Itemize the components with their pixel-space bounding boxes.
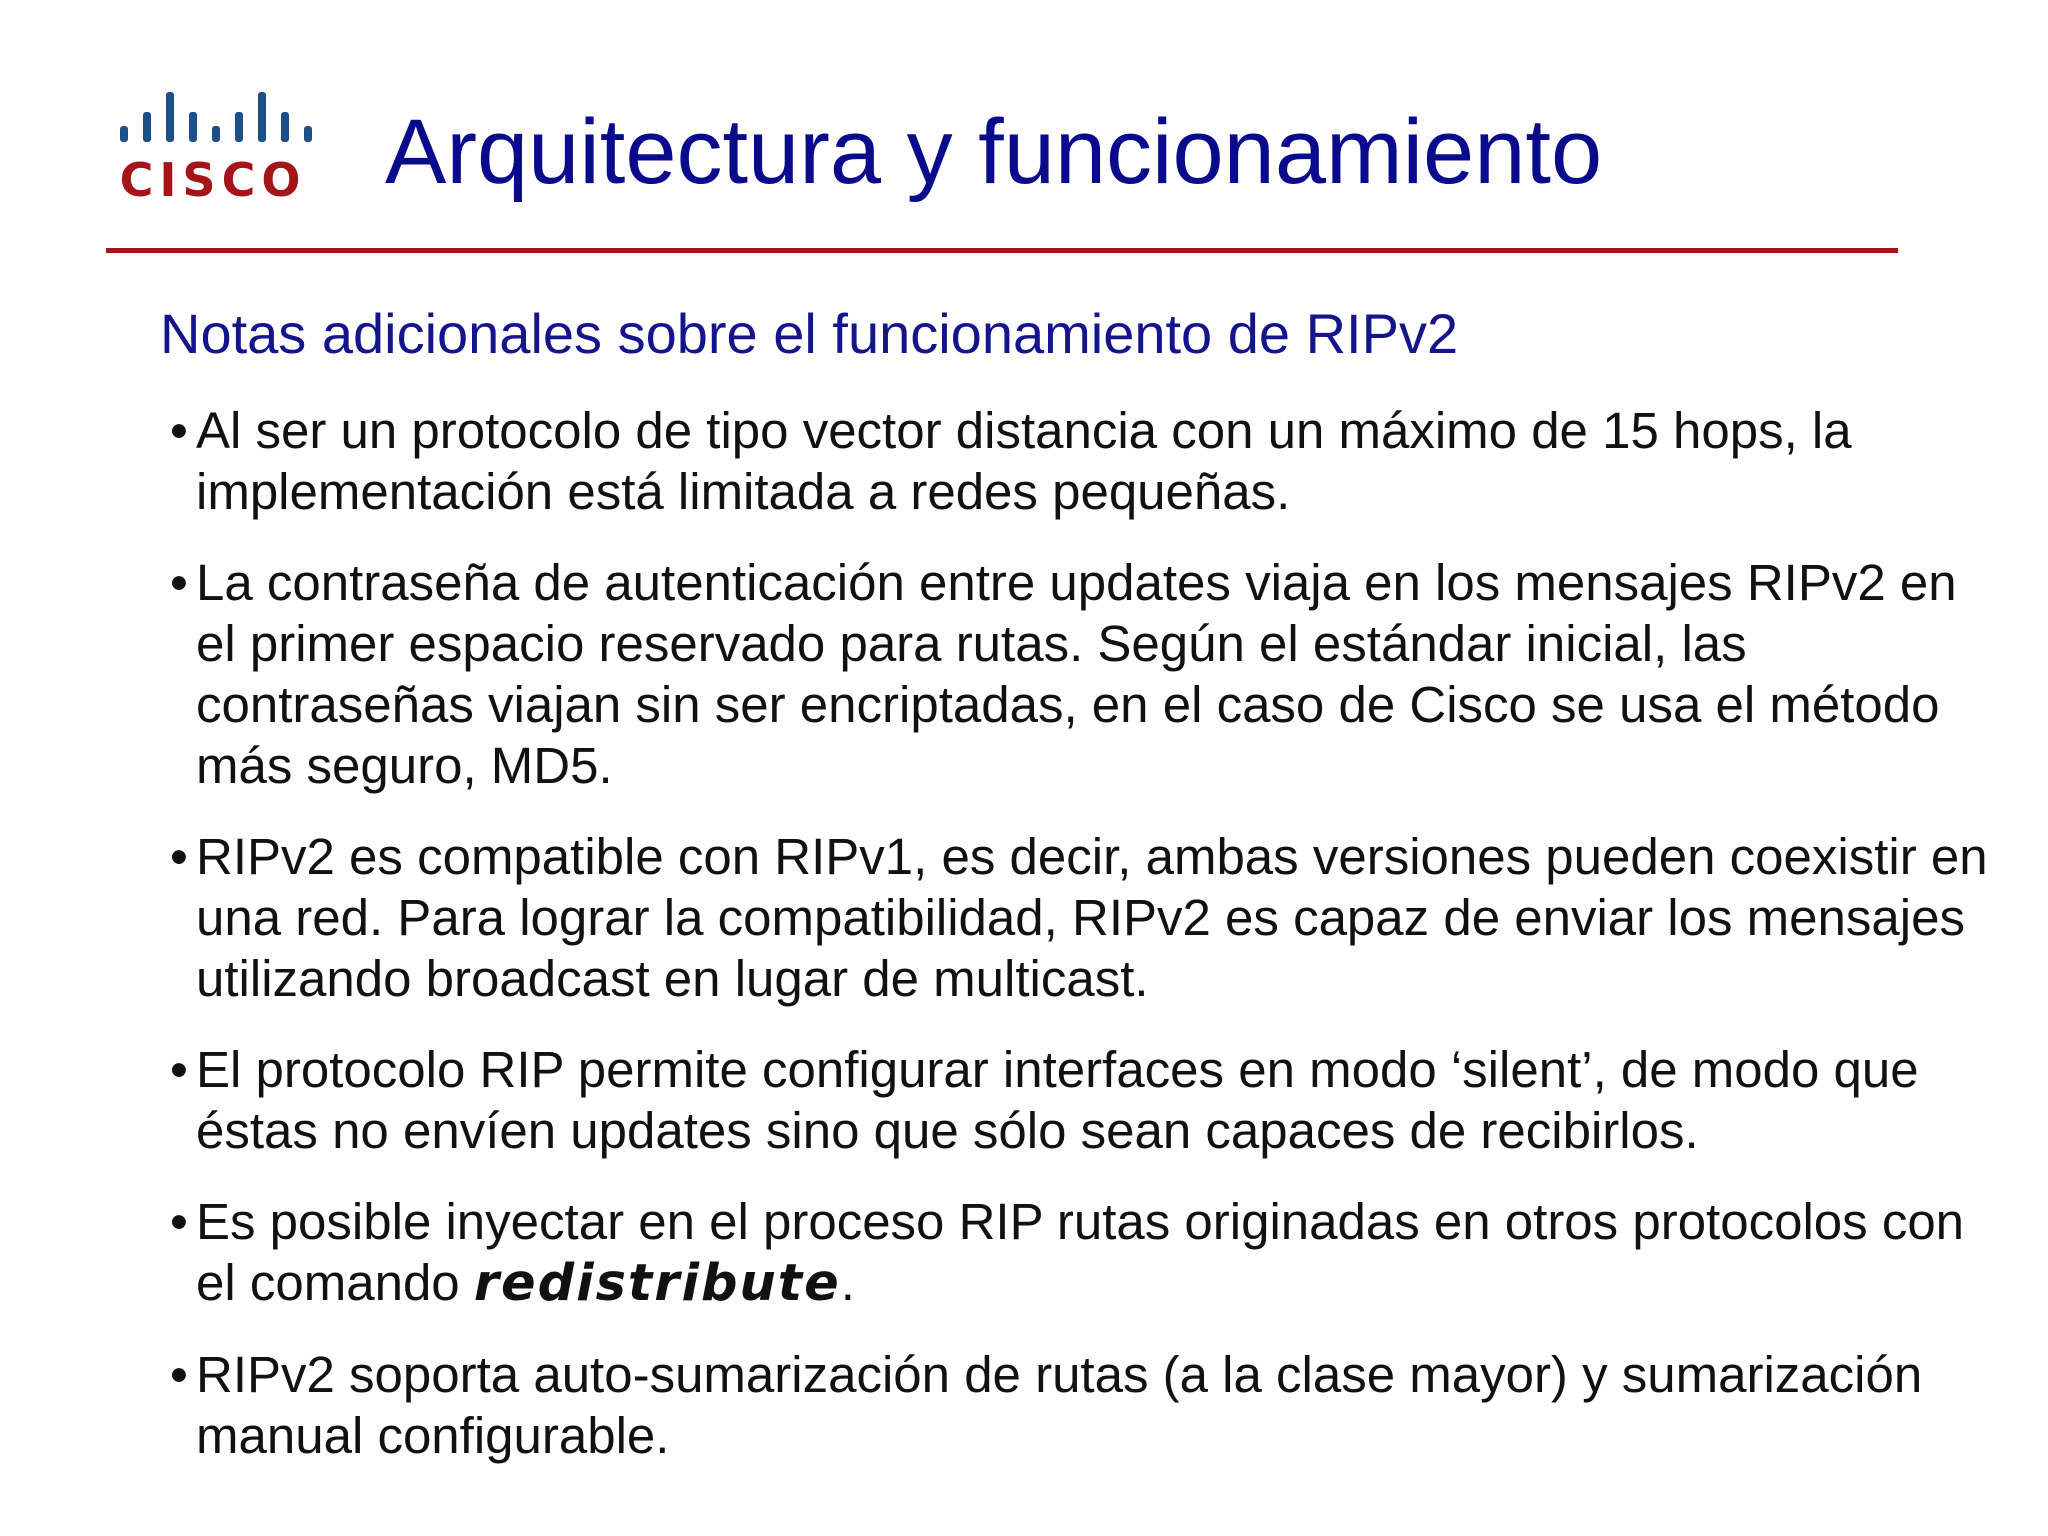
cisco-logo-bar: [166, 92, 174, 142]
bullet-text: La contraseña de autenticación entre updates viaja en los mensajes RIPv2 en el primer espacio reservado para rutas. Según el estándar inicial, las contraseñas viajan sin ser encriptadas, en el caso de Cisco se usa el método más seguro, MD5.: [196, 554, 1957, 794]
cisco-logo-bar: [143, 112, 151, 142]
slide-subtitle: Notas adicionales sobre el funcionamiento de RIPv2: [160, 302, 1459, 365]
bullet-marker: •: [170, 1346, 188, 1403]
bullet-text-before: Es posible inyectar en el proceso RIP rutas originadas en otros protocolos con el comando: [196, 1193, 1965, 1311]
cisco-logo-graphic: [108, 84, 318, 204]
cisco-logo-bar: [235, 112, 243, 142]
bullet-text: RIPv2 es compatible con RIPv1, es decir, ambas versiones pueden coexistir en una red. Para lograr la compatibilidad, RIPv2 es capaz de enviar los mensajes utilizando broadcast en lugar de multicast.: [196, 828, 1988, 1007]
cisco-logo-bar: [189, 112, 197, 142]
bullet-item: [170, 552, 2010, 796]
bullet-marker: •: [170, 402, 188, 459]
cisco-logo-bar: [212, 126, 220, 142]
cisco-logo-bar: [258, 92, 266, 142]
bullet-text-after: .: [840, 1254, 855, 1311]
bullet-list: [170, 400, 2010, 1496]
bullet-text-with-command: [196, 1191, 2010, 1314]
bullet-item: [170, 826, 2010, 1009]
title-divider: [106, 248, 1898, 253]
bullet-marker: •: [170, 1041, 188, 1098]
bullet-marker: •: [170, 1193, 188, 1250]
cisco-logo-bar: [304, 126, 312, 142]
cisco-logo: [108, 84, 318, 204]
cisco-logo-bar: [281, 112, 289, 142]
bullet-text: El protocolo RIP permite configurar interfaces en modo ‘silent’, de modo que éstas no envíen updates sino que sólo sean capaces de recibirlos.: [196, 1041, 1919, 1159]
bullet-item: [170, 1039, 2010, 1161]
cisco-logo-text: CISCO: [119, 153, 307, 204]
bullet-marker: •: [170, 828, 188, 885]
bullet-item: [170, 1191, 2010, 1314]
bullet-text: RIPv2 soporta auto-sumarización de rutas (a la clase mayor) y sumarización manual configurable.: [196, 1346, 1923, 1464]
bullet-text: Al ser un protocolo de tipo vector distancia con un máximo de 15 hops, la implementación está limitada a redes pequeñas.: [196, 402, 1852, 520]
slide-title: Arquitectura y funcionamiento: [385, 101, 1603, 203]
bullet-marker: •: [170, 554, 188, 611]
command-keyword: redistribute: [473, 1254, 841, 1313]
cisco-logo-bars: [120, 92, 312, 142]
cisco-logo-bar: [120, 126, 128, 142]
bullet-item: [170, 1344, 2010, 1466]
bullet-item: [170, 400, 2010, 522]
